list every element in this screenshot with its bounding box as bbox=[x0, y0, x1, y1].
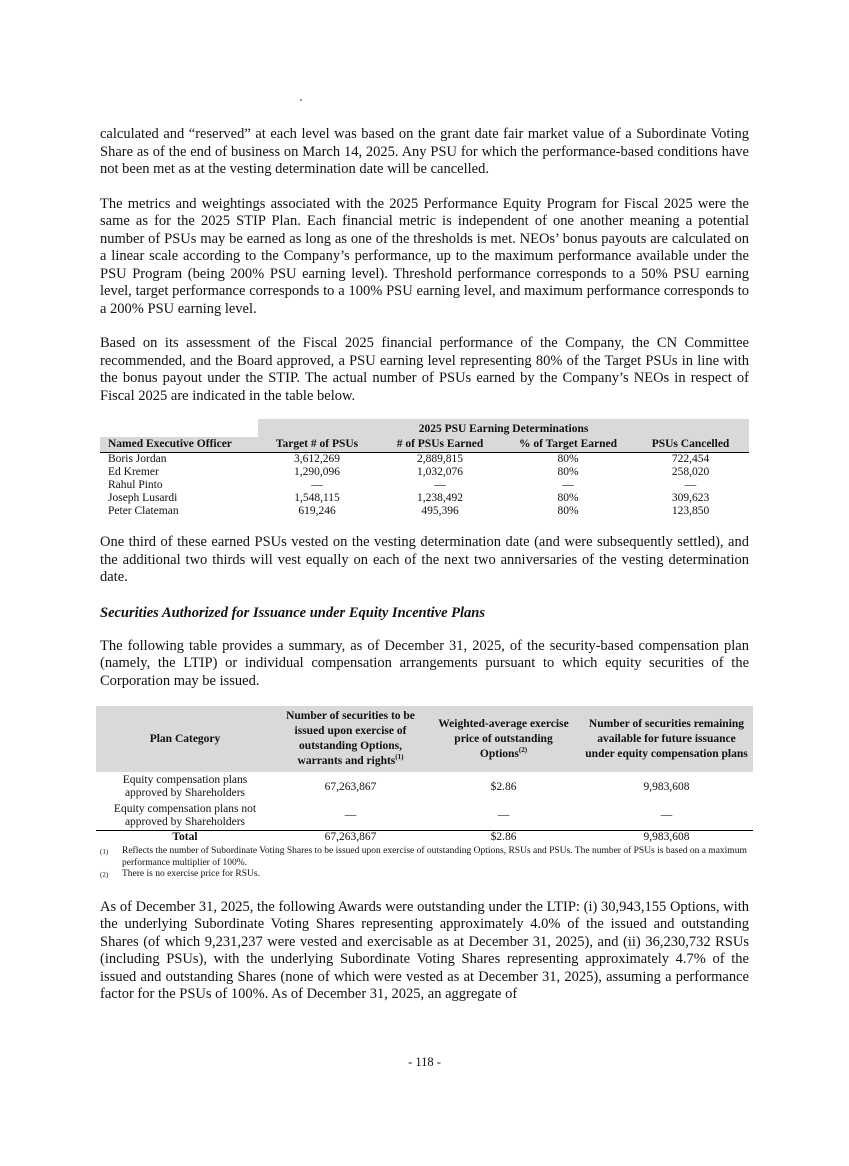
document-page bbox=[100, 126, 749, 1004]
total-issued: 67,263,867 bbox=[324, 830, 377, 843]
paragraph-metrics: The metrics and weightings associated with the 2025 Performance Equity Program for Fiscal 2025 were the same as for the 2025 STIP Plan. Each financial metric is independent of one another meaning a potential number of PSUs may be earned as long as one of the thresholds is met. NEOs’ bonus payouts are calculated on a linear scale according to the Company’s performance, up to the maximum performance available under the PSU Program (being 200% PSU earning level). Threshold performance corresponds to a 50% PSU earning level, target performance corresponds to a 100% PSU earning level, and maximum performance corresponds to a 200% PSU earning level. bbox=[100, 195, 749, 317]
footnote-ref-1: (1) bbox=[395, 753, 404, 762]
securities-issued: 67,263,867 bbox=[324, 780, 377, 793]
exercise-price: — bbox=[427, 802, 580, 830]
col-header-plan-category: Plan Category bbox=[96, 706, 274, 772]
pct-earned: 80% bbox=[557, 466, 579, 478]
paragraph-vesting: One third of these earned PSUs vested on the vesting determination date (and were subsequently settled), and the additional two thirds will vest equally on each of the next two anniversaries of the vesting determination date. bbox=[100, 534, 749, 585]
exercise-price: $2.86 bbox=[490, 780, 517, 793]
table-row bbox=[96, 772, 753, 802]
pct-earned: 80% bbox=[557, 453, 579, 465]
table-footnotes bbox=[100, 846, 749, 882]
psu-earning-table bbox=[100, 419, 749, 518]
col-header-remaining: Number of securities remaining available for future issuance under equity compensation plans bbox=[580, 706, 753, 772]
earned-psus: 1,238,492 bbox=[417, 492, 463, 504]
psu-table-header-row bbox=[100, 437, 749, 453]
table-row bbox=[100, 453, 749, 467]
col-header-target: Target # of PSUs bbox=[258, 437, 376, 453]
section-heading: Securities Authorized for Issuance under Equity Incentive Plans bbox=[100, 604, 485, 621]
total-remaining: 9,983,608 bbox=[643, 830, 690, 843]
footnote bbox=[100, 869, 749, 882]
target-psus: 1,548,115 bbox=[294, 492, 340, 504]
psus-cancelled: 722,454 bbox=[671, 453, 710, 465]
psu-table-group-header-row bbox=[100, 419, 749, 437]
paragraph-plan-summary: The following table provides a summary, as of December 31, 2025, of the security-based compensation plan (namely, the LTIP) or individual compensation arrangements pursuant to which equity securities of the Corporation may be issued. bbox=[100, 637, 749, 689]
securities-remaining: 9,983,608 bbox=[643, 780, 690, 793]
pct-earned: — bbox=[562, 479, 574, 491]
table-row bbox=[100, 505, 749, 518]
col-header-cancelled: PSUs Cancelled bbox=[632, 437, 749, 453]
psu-group-header: 2025 PSU Earning Determinations bbox=[258, 419, 749, 437]
earned-psus: — bbox=[434, 479, 446, 491]
total-price: $2.86 bbox=[490, 830, 517, 843]
psus-cancelled: 258,020 bbox=[671, 466, 710, 478]
pct-earned: 80% bbox=[557, 505, 579, 517]
officer-name: Boris Jordan bbox=[108, 453, 167, 465]
col-header-securities-issued bbox=[274, 706, 427, 772]
footnote bbox=[100, 846, 749, 869]
total-row bbox=[96, 830, 753, 844]
paragraph-assessment: Based on its assessment of the Fiscal 2025 financial performance of the Company, the CN Committee recommended, and the Board approved, a PSU earning level representing 80% of the Target PSUs in line with the bonus payout under the STIP. The actual number of PSUs earned by the Company’s NEOs in respect of Fiscal 2025 are indicated in the table below. bbox=[100, 335, 749, 404]
officer-name: Rahul Pinto bbox=[108, 479, 163, 491]
col-header-pct: % of Target Earned bbox=[504, 437, 632, 453]
col-header-exercise-price bbox=[427, 706, 580, 772]
officer-name: Ed Kremer bbox=[108, 466, 159, 478]
target-psus: — bbox=[311, 479, 323, 491]
paragraph-outstanding-awards: As of December 31, 2025, the following Awards were outstanding under the LTIP: (i) 30,943,155 Options, with the underlying Subordinate Voting Shares representing approximately 4.0% of the issued and outstanding Shares (of which 9,231,237 were vested and exercisable as at December 31, 2025), and (ii) 36,230,732 RSUs (including PSUs), with the underlying Subordinate Voting Shares representing approximately 4.7% of the issued and outstanding Shares (none of which were vested as at December 31, 2025), assuming a performance factor for the PSUs of 100%. As of December 31, 2025, an aggregate of bbox=[100, 898, 749, 1002]
plan-category: Equity compensation plans not approved by Shareholders bbox=[96, 802, 274, 830]
footnote-text: There is no exercise price for RSUs. bbox=[122, 869, 260, 879]
footnote-text: Reflects the number of Subordinate Voting Shares to be issued upon exercise of outstanding Options, RSUs and PSUs. The number of PSUs is based on a maximum performance multiplier of 100%. bbox=[122, 846, 747, 868]
col-header-earned: # of PSUs Earned bbox=[376, 437, 504, 453]
earned-psus: 1,032,076 bbox=[417, 466, 463, 478]
psus-cancelled: — bbox=[684, 479, 697, 491]
target-psus: 3,612,269 bbox=[294, 453, 340, 465]
securities-remaining: — bbox=[580, 802, 753, 830]
equity-plan-table bbox=[96, 706, 753, 844]
page-number: - 118 - bbox=[408, 1055, 441, 1069]
target-psus: 619,246 bbox=[298, 505, 336, 517]
plan-category: Equity compensation plans approved by Shareholders bbox=[122, 774, 248, 799]
pct-earned: 80% bbox=[557, 492, 579, 504]
earned-psus: 2,889,815 bbox=[417, 453, 463, 465]
plan-table-header-row bbox=[96, 706, 753, 772]
total-label: Total bbox=[172, 830, 198, 843]
target-psus: 1,290,096 bbox=[294, 466, 340, 478]
col-header-exercise-price-text: Weighted-average exercise price of outstanding Options bbox=[438, 717, 569, 760]
stray-mark bbox=[300, 99, 302, 101]
earned-psus: 495,396 bbox=[421, 505, 459, 517]
table-row bbox=[100, 466, 749, 479]
paragraph-reserved-value: calculated and “reserved” at each level was based on the grant date fair market value of a Subordinate Voting Share as of the end of business on March 14, 2025. Any PSU for which the performance-based conditions have not been met as at the vesting determination date will be cancelled. bbox=[100, 126, 749, 177]
officer-name: Joseph Lusardi bbox=[108, 492, 178, 504]
col-header-officer: Named Executive Officer bbox=[100, 437, 258, 453]
footnote-marker: (2) bbox=[100, 871, 109, 879]
officer-name: Peter Clateman bbox=[108, 505, 179, 517]
psus-cancelled: 309,623 bbox=[671, 492, 710, 504]
securities-issued: — bbox=[274, 802, 427, 830]
table-row bbox=[100, 479, 749, 492]
table-row bbox=[100, 492, 749, 505]
col-header-securities-issued-text: Number of securities to be issued upon exercise of outstanding Options, warrants and rights bbox=[286, 710, 415, 767]
footnote-ref-2: (2) bbox=[518, 745, 528, 754]
footnote-marker: (1) bbox=[100, 848, 109, 856]
psus-cancelled: 123,850 bbox=[671, 505, 710, 517]
table-row bbox=[96, 802, 753, 830]
